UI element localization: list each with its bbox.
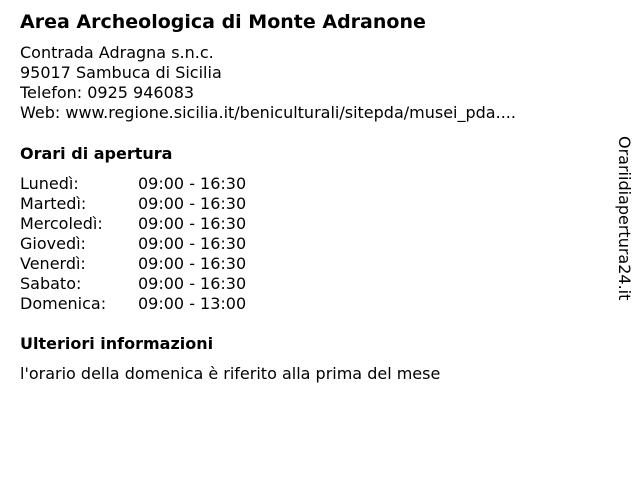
side-brand-text: Orariidiapertura24.it (615, 136, 634, 301)
hours-title: Orari di apertura (20, 144, 173, 163)
time-range: 09:00 - 16:30 (138, 274, 247, 293)
address-city: 95017 Sambuca di Sicilia (20, 63, 222, 82)
hours-table (20, 174, 320, 314)
day-label: Sabato: (20, 274, 82, 293)
hours-row (20, 274, 320, 294)
hours-row (20, 174, 320, 194)
hours-row (20, 294, 320, 314)
hours-row (20, 214, 320, 234)
day-label: Giovedì: (20, 234, 86, 253)
hours-row (20, 234, 320, 254)
info-title: Ulteriori informazioni (20, 334, 214, 353)
time-range: 09:00 - 16:30 (138, 194, 247, 213)
address-phone: Telefon: 0925 946083 (20, 83, 195, 102)
day-label: Mercoledì: (20, 214, 103, 233)
time-range: 09:00 - 16:30 (138, 234, 247, 253)
hours-row (20, 254, 320, 274)
hours-row (20, 194, 320, 214)
info-note: l'orario della domenica è riferito alla prima del mese (20, 364, 441, 383)
address-block (20, 43, 516, 123)
day-label: Martedì: (20, 194, 87, 213)
day-label: Domenica: (20, 294, 107, 313)
time-range: 09:00 - 13:00 (138, 294, 247, 313)
time-range: 09:00 - 16:30 (138, 254, 247, 273)
time-range: 09:00 - 16:30 (138, 174, 247, 193)
address-web: Web: www.regione.sicilia.it/beniculturali/sitepda/musei_pda.... (20, 103, 516, 122)
address-street: Contrada Adragna s.n.c. (20, 43, 214, 62)
page-title: Area Archeologica di Monte Adranone (20, 11, 426, 33)
time-range: 09:00 - 16:30 (138, 214, 247, 233)
day-label: Lunedì: (20, 174, 79, 193)
day-label: Venerdì: (20, 254, 86, 273)
